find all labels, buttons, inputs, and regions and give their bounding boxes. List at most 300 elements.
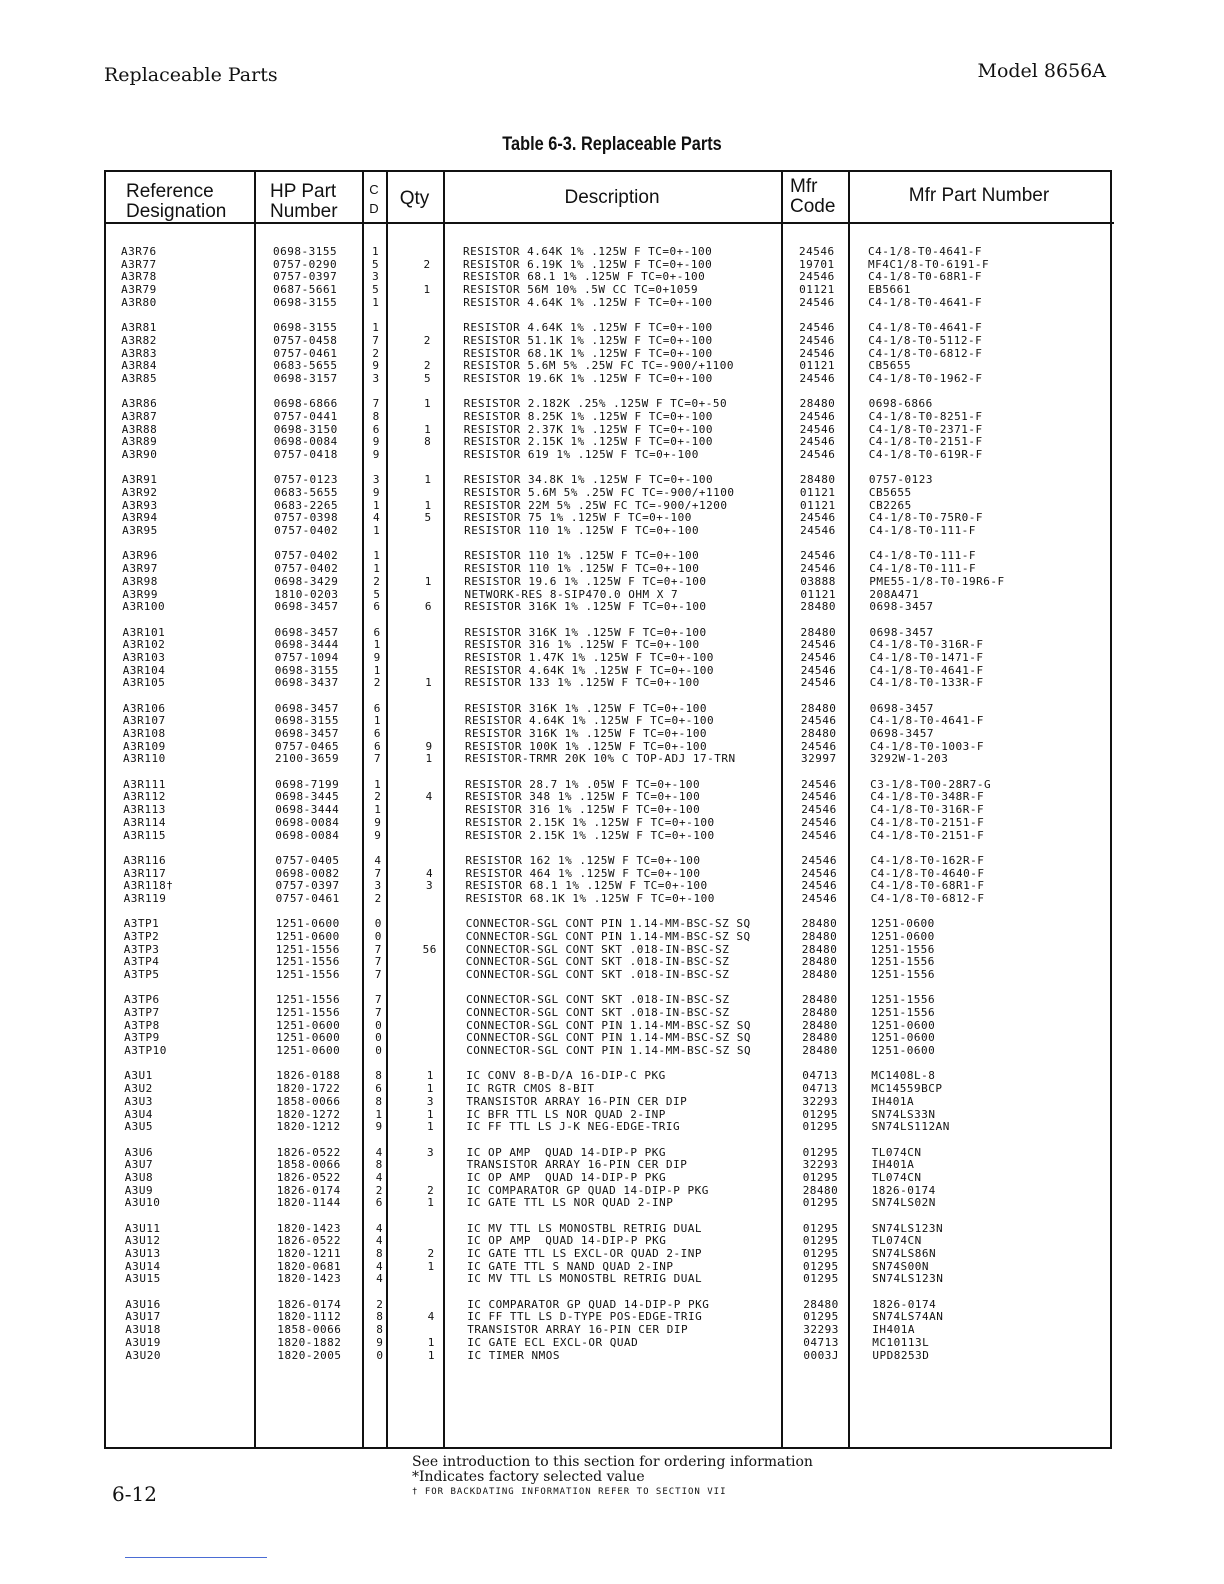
ref-cell: A3R117	[123, 866, 167, 880]
cd-cell: 9	[375, 1120, 383, 1134]
ref-cell: A3R112	[123, 790, 166, 804]
mfr-code-cell: 28480	[799, 397, 836, 411]
mfr-code-cell: 24546	[800, 549, 836, 563]
col-header-mfr-part: Mfr Part Number	[908, 185, 1050, 206]
hp-part-cell: 1820-1423	[277, 1272, 342, 1286]
cd-cell: 8	[375, 1094, 383, 1108]
description-cell: RESISTOR 28.7 1% .05W F TC=0+-100	[465, 777, 701, 791]
hp-part-cell: 0757-0461	[273, 346, 338, 360]
hp-part-cell: 1826-0174	[276, 1183, 341, 1197]
mfr-part-cell: 1251-1556	[871, 993, 936, 1007]
cd-cell: 5	[372, 257, 380, 271]
description-cell: RESISTOR 51.1K 1% .125W F TC=0+-100	[463, 333, 713, 347]
ref-cell: A3R103	[122, 650, 166, 664]
description-cell: RESISTOR 4.64K 1% .125W F TC=0+-100	[463, 245, 713, 258]
ref-cell: A3R82	[121, 333, 157, 347]
mfr-code-cell: 24546	[800, 714, 837, 728]
mfr-part-cell: 1251-1556	[870, 955, 935, 969]
cd-cell: 4	[375, 1234, 384, 1248]
mfr-part-cell: C4-1/8-T0-5112-F	[868, 333, 983, 347]
ref-cell: A3R99	[122, 587, 159, 601]
table-title: Table 6-3. Replaceable Parts	[502, 134, 722, 155]
description-cell: IC MV TTL LS MONOSTBL RETRIG DUAL	[467, 1272, 703, 1286]
description-cell: IC GATE TTL LS NOR QUAD 2-INP	[466, 1196, 674, 1210]
cd-cell: 1	[372, 295, 380, 309]
mfr-part-cell: C4-1/8-T0-1962-F	[868, 371, 983, 385]
qty-cell: 6	[424, 600, 432, 614]
mfr-part-cell: SN74LS123N	[871, 1221, 944, 1235]
description-cell: RESISTOR 2.182K .25% .125W F TC=0+-50	[463, 397, 728, 411]
ref-cell: A3R119	[123, 891, 167, 905]
cd-cell: 7	[375, 993, 383, 1007]
ref-cell: A3R92	[121, 486, 158, 499]
ref-cell: A3R113	[123, 803, 166, 817]
description-cell: CONNECTOR-SGL CONT SKT .018-IN-BSC-SZ	[465, 942, 730, 956]
cd-cell: 7	[374, 968, 383, 981]
mfr-part-cell: 0698-6866	[868, 397, 933, 411]
mfr-part-cell: C4-1/8-T0-348R-F	[870, 790, 985, 804]
description-cell: RESISTOR 4.64K 1% .125W F TC=0+-100	[464, 663, 714, 677]
hp-part-cell: 0698-0084	[275, 815, 340, 829]
description-cell: RESISTOR 316K 1% .125W F TC=0+-100	[464, 701, 707, 715]
cd-cell: 9	[372, 359, 380, 373]
ref-cell: A3TP3	[123, 942, 160, 956]
mfr-part-cell: 1251-1556	[870, 942, 935, 956]
section-title: Replaceable Parts	[104, 64, 278, 86]
mfr-part-cell: C4-1/8-T0-4641-F	[868, 245, 982, 258]
mfr-code-cell: 01295	[802, 1120, 839, 1134]
cd-cell: 0	[375, 1018, 383, 1032]
ref-cell: A3R118†	[123, 879, 174, 893]
table-border-left	[104, 170, 106, 1447]
ref-cell: A3R77	[121, 257, 157, 271]
mfr-code-cell: 01121	[799, 486, 836, 499]
mfr-code-cell: 24546	[801, 879, 838, 893]
qty-cell: 1	[427, 1335, 435, 1349]
cd-cell: 1	[373, 524, 381, 538]
cd-cell: 6	[375, 1196, 383, 1210]
cd-cell: 3	[372, 473, 381, 487]
cd-cell: 4	[376, 1259, 384, 1273]
mfr-part-cell: C4-1/8-T0-133R-F	[869, 676, 984, 690]
ref-cell: A3R100	[122, 600, 166, 614]
mfr-part-cell: C4-1/8-T0-6812-F	[870, 891, 985, 905]
mfr-part-cell: SN74LS123N	[872, 1272, 944, 1286]
description-cell: CONNECTOR-SGL CONT PIN 1.14-MM-BSC-SZ SQ	[465, 929, 751, 943]
description-cell: IC OP AMP QUAD 14-DIP-P PKG	[466, 1170, 667, 1184]
description-cell: RESISTOR 68.1 1% .125W F TC=0+-100	[465, 879, 708, 893]
ref-cell: A3R106	[122, 701, 166, 715]
column-divider	[781, 170, 783, 1447]
hp-part-cell: 0698-3457	[274, 600, 339, 614]
description-cell: RESISTOR 316K 1% .125W F TC=0+-100	[464, 600, 707, 614]
mfr-code-cell: 28480	[801, 942, 838, 956]
ref-cell: A3R93	[122, 498, 158, 512]
mfr-code-cell: 24546	[799, 321, 835, 335]
cd-cell: 1	[373, 638, 381, 652]
ref-cell: A3U4	[124, 1107, 153, 1121]
mfr-part-cell: 1826-0174	[871, 1183, 936, 1197]
ref-cell: A3R111	[123, 777, 166, 791]
hp-part-cell: 0683-2265	[274, 498, 339, 512]
ref-cell: A3R94	[122, 511, 158, 525]
hp-part-cell: 0757-0465	[275, 739, 340, 753]
cd-cell: 4	[375, 1170, 383, 1184]
mfr-code-cell: 03888	[800, 574, 836, 588]
ref-cell: A3TP2	[123, 929, 160, 943]
hp-part-cell: 2100-3659	[275, 752, 340, 766]
qty-cell: 1	[424, 574, 432, 588]
qty-cell: 4	[427, 1310, 435, 1324]
mfr-code-cell: 04713	[802, 1069, 838, 1083]
ref-cell: A3U16	[125, 1297, 161, 1311]
cd-cell: 6	[373, 701, 381, 715]
cd-cell: 7	[374, 942, 382, 956]
ref-cell: A3U17	[125, 1310, 161, 1324]
mfr-code-cell: 24546	[801, 853, 838, 867]
mfr-code-cell: 01295	[802, 1170, 839, 1184]
hp-part-cell: 0698-3444	[275, 803, 340, 817]
mfr-code-cell: 01295	[802, 1234, 839, 1248]
mfr-code-cell: 24546	[800, 663, 837, 677]
ref-cell: A3R109	[123, 739, 166, 753]
mfr-part-cell: C4-1/8-T0-111-F	[869, 549, 977, 563]
description-cell: RESISTOR 110 1% .125W F TC=0+-100	[464, 524, 700, 538]
mfr-part-cell: C4-1/8-T0-75R0-F	[869, 511, 983, 525]
description-cell: IC TIMER NMOS	[467, 1348, 560, 1362]
mfr-part-cell: C4-1/8-T0-1003-F	[870, 739, 984, 753]
hp-part-cell: 0698-3457	[274, 625, 339, 639]
cd-cell: 0	[375, 1044, 383, 1058]
model-label: Model 8656A	[977, 60, 1106, 82]
cd-cell: 1	[374, 803, 382, 817]
hp-part-cell: 0698-0084	[273, 435, 338, 449]
mfr-code-cell: 01295	[803, 1259, 839, 1273]
hp-part-cell: 0698-3155	[274, 714, 339, 728]
mfr-part-cell: C4-1/8-T0-162R-F	[870, 853, 985, 867]
mfr-part-cell: C4-1/8-T0-4641-F	[869, 714, 984, 728]
qty-cell: 1	[426, 1120, 435, 1134]
description-cell: RESISTOR 34.8K 1% .125W F TC=0+-100	[463, 473, 714, 487]
description-cell: RESISTOR 22M 5% .25W FC TC=-900/+1200	[464, 498, 728, 512]
mfr-code-cell: 28480	[799, 473, 836, 487]
hp-part-cell: 1826-0522	[276, 1170, 341, 1184]
mfr-part-cell: C4-1/8-T0-4640-F	[870, 866, 985, 880]
cd-cell: 7	[374, 955, 382, 969]
mfr-part-cell: TL074CN	[871, 1234, 922, 1248]
mfr-code-cell: 32997	[801, 752, 837, 766]
hp-part-cell: 0698-3155	[274, 663, 339, 677]
description-cell: RESISTOR 75 1% .125W F TC=0+-100	[464, 511, 692, 525]
mfr-code-cell: 01295	[802, 1107, 839, 1121]
hp-part-cell: 0757-0397	[273, 270, 338, 284]
cd-cell: 1	[373, 663, 381, 677]
description-cell: RESISTOR 2.15K 1% .125W F TC=0+-100	[465, 815, 715, 829]
cd-cell: 8	[375, 1069, 383, 1083]
mfr-code-cell: 32293	[802, 1094, 839, 1108]
description-cell: NETWORK-RES 8-SIP470.0 OHM X 7	[464, 587, 679, 601]
ref-cell: A3R85	[121, 371, 158, 385]
ref-cell: A3R83	[121, 346, 158, 360]
column-divider	[362, 170, 364, 1447]
mfr-code-cell: 24546	[801, 828, 837, 842]
hp-part-cell: 0687-5661	[273, 283, 338, 297]
hp-part-cell: 0757-1094	[274, 650, 339, 664]
hp-part-cell: 0698-3457	[274, 701, 339, 715]
description-cell: RESISTOR 2.37K 1% .125W F TC=0+-100	[463, 422, 713, 436]
mfr-code-cell: 28480	[801, 929, 838, 943]
description-cell: IC FF TTL LS D-TYPE POS-EDGE-TRIG	[467, 1310, 703, 1324]
hp-part-cell: 0698-3157	[273, 371, 338, 385]
description-cell: RESISTOR 8.25K 1% .125W F TC=0+-100	[463, 409, 713, 423]
description-cell: RESISTOR 2.15K 1% .125W F TC=0+-100	[465, 828, 715, 842]
mfr-part-cell: C4-1/8-T0-2151-F	[870, 815, 985, 829]
description-cell: RESISTOR 100K 1% .125W F TC=0+-100	[465, 739, 708, 753]
mfr-part-cell: C4-1/8-T0-4641-F	[869, 663, 984, 677]
description-cell: CONNECTOR-SGL CONT PIN 1.14-MM-BSC-SZ SQ	[466, 1031, 751, 1045]
qty-cell: 1	[427, 1196, 435, 1210]
cd-cell: 8	[372, 409, 380, 423]
hp-part-cell: 0698-3150	[273, 422, 338, 436]
mfr-code-cell: 28480	[800, 600, 837, 614]
mfr-code-cell: 01121	[800, 587, 837, 601]
mfr-part-cell: IH401A	[871, 1158, 915, 1172]
description-cell: IC GATE ECL EXCL-OR QUAD	[467, 1335, 639, 1349]
mfr-code-cell: 28480	[802, 1044, 838, 1058]
mfr-part-cell: SN74LS112AN	[871, 1120, 950, 1134]
mfr-code-cell: 24546	[799, 245, 835, 258]
mfr-part-cell: 3292W-1-203	[870, 752, 949, 766]
description-cell: RESISTOR 19.6 1% .125W F TC=0+-100	[464, 574, 707, 588]
cd-cell: 1	[373, 714, 382, 728]
mfr-code-cell: 01295	[802, 1145, 839, 1159]
mfr-code-cell: 28480	[801, 968, 838, 981]
hp-part-cell: 1251-1556	[275, 968, 340, 981]
hp-part-cell: 0698-3444	[274, 638, 339, 652]
ref-cell: A3TP7	[124, 1006, 160, 1019]
qty-cell: 3	[426, 1094, 434, 1108]
hp-part-cell: 1820-1423	[276, 1221, 341, 1235]
mfr-part-cell: 0698-3457	[869, 701, 934, 715]
hp-part-cell: 1858-0066	[276, 1094, 341, 1108]
qty-cell: 1	[426, 1069, 434, 1083]
mfr-code-cell: 24546	[799, 295, 835, 309]
mfr-part-cell: 0698-3457	[869, 600, 934, 614]
ref-cell: A3TP5	[123, 968, 160, 981]
mfr-code-cell: 24546	[801, 815, 837, 829]
hp-part-cell: 1251-1556	[276, 1006, 341, 1019]
cd-cell: 9	[372, 486, 381, 499]
description-cell: RESISTOR 6.19K 1% .125W F TC=0+-100	[463, 257, 713, 271]
mfr-code-cell: 01295	[803, 1247, 839, 1260]
ref-cell: A3R97	[122, 562, 158, 576]
hp-part-cell: 1251-0600	[275, 929, 340, 943]
ref-cell: A3U7	[124, 1158, 154, 1172]
mfr-part-cell: C4-1/8-T0-8251-F	[868, 409, 983, 423]
mfr-part-cell: C4-1/8-T0-316R-F	[870, 803, 985, 817]
description-cell: CONNECTOR-SGL CONT SKT .018-IN-BSC-SZ	[465, 968, 730, 981]
ref-cell: A3R105	[122, 676, 166, 690]
hp-part-cell: 1251-0600	[276, 1044, 341, 1058]
mfr-part-cell: C4-1/8-T0-619R-F	[868, 448, 983, 461]
mfr-code-cell: 01121	[800, 498, 836, 512]
description-cell: TRANSISTOR ARRAY 16-PIN CER DIP	[466, 1094, 688, 1108]
hp-part-cell: 0757-0290	[273, 257, 338, 271]
cd-cell: 2	[374, 790, 382, 804]
description-cell: RESISTOR 316 1% .125W F TC=0+-100	[464, 638, 700, 652]
cd-cell: 1	[373, 562, 381, 576]
description-cell: RESISTOR 162 1% .125W F TC=0+-100	[465, 853, 701, 867]
ref-cell: A3R80	[121, 295, 157, 309]
qty-cell: 1	[423, 283, 431, 297]
cd-cell: 8	[375, 1158, 383, 1172]
cd-cell: 6	[373, 600, 381, 614]
qty-cell: 1	[425, 752, 433, 766]
qty-cell: 1	[426, 1107, 434, 1121]
hp-part-cell: 1810-0203	[274, 587, 339, 601]
hp-part-cell: 0757-0402	[274, 524, 339, 538]
cd-cell: 8	[376, 1310, 384, 1324]
mfr-code-cell: 28480	[802, 993, 838, 1007]
hp-part-cell: 1826-0174	[277, 1297, 342, 1311]
mfr-part-cell: C3-1/8-T00-28R7-G	[870, 777, 992, 791]
cd-cell: 9	[372, 435, 380, 449]
description-cell: RESISTOR 464 1% .125W F TC=0+-100	[465, 866, 701, 880]
mfr-code-cell: 24546	[799, 333, 835, 347]
mfr-code-cell: 24546	[799, 448, 836, 461]
description-cell: CONNECTOR-SGL CONT PIN 1.14-MM-BSC-SZ SQ	[465, 917, 751, 931]
ref-cell: A3U6	[124, 1145, 154, 1159]
hp-part-cell: 0757-0398	[274, 511, 339, 525]
cd-cell: 6	[374, 739, 382, 753]
mfr-part-cell: 1251-0600	[871, 1044, 936, 1058]
ref-cell: A3R79	[121, 283, 157, 297]
qty-cell: 5	[423, 371, 432, 385]
mfr-part-cell: 1251-0600	[871, 1031, 936, 1045]
ref-cell: A3U18	[125, 1323, 161, 1337]
description-cell: IC COMPARATOR GP QUAD 14-DIP-P PKG	[467, 1297, 710, 1311]
hp-part-cell: 0683-5655	[273, 359, 338, 373]
qty-cell: 4	[425, 790, 433, 804]
cd-cell: 1	[372, 245, 380, 258]
qty-cell: 1	[424, 498, 432, 512]
hp-part-cell: 1826-0522	[276, 1145, 341, 1159]
ref-cell: A3R98	[122, 574, 158, 588]
cd-cell: 4	[375, 1145, 383, 1159]
ref-cell: A3TP6	[124, 993, 160, 1007]
hp-part-cell: 0757-0402	[274, 549, 339, 563]
description-cell: CONNECTOR-SGL CONT PIN 1.14-MM-BSC-SZ SQ	[466, 1044, 752, 1058]
description-cell: IC OP AMP QUAD 14-DIP-P PKG	[466, 1145, 667, 1159]
col-header-description: Description	[564, 187, 660, 208]
description-cell: IC GATE TTL LS EXCL-OR QUAD 2-INP	[467, 1247, 703, 1260]
qty-cell: 1	[427, 1348, 435, 1362]
description-cell: IC GATE TTL S NAND QUAD 2-INP	[467, 1259, 674, 1273]
column-divider	[386, 170, 388, 1447]
mfr-part-cell: 1251-0600	[871, 1018, 936, 1032]
description-cell: RESISTOR 4.64K 1% .125W F TC=0+-100	[463, 321, 713, 335]
hp-part-cell: 1820-1882	[277, 1335, 342, 1349]
cd-cell: 9	[373, 650, 381, 664]
hp-part-cell: 0698-3445	[275, 790, 340, 804]
mfr-part-cell: PME55-1/8-T0-19R6-F	[869, 574, 1005, 588]
column-divider	[848, 170, 850, 1447]
ref-cell: A3R116	[123, 853, 167, 867]
cd-cell: 9	[376, 1335, 384, 1349]
mfr-part-cell: 1251-1556	[871, 1006, 936, 1019]
cd-cell: 6	[373, 625, 381, 639]
ref-cell: A3TP8	[124, 1018, 160, 1032]
mfr-code-cell: 24546	[801, 891, 838, 905]
description-cell: RESISTOR 619 1% .125W F TC=0+-100	[463, 448, 699, 461]
description-cell: RESISTOR 348 1% .125W F TC=0+-100	[465, 790, 701, 804]
ref-cell: A3TP9	[124, 1031, 160, 1045]
cd-cell: 9	[374, 815, 382, 829]
ref-cell: A3R110	[123, 752, 166, 766]
hp-part-cell: 1858-0066	[277, 1323, 342, 1337]
ref-cell: A3U2	[124, 1082, 153, 1096]
mfr-code-cell: 04713	[802, 1082, 838, 1096]
mfr-part-cell: 1251-0600	[870, 929, 935, 943]
ref-cell: A3U12	[124, 1234, 161, 1248]
qty-cell: 2	[427, 1183, 435, 1197]
mfr-part-cell: MC14559BCP	[871, 1082, 943, 1096]
mfr-code-cell: 28480	[801, 917, 838, 931]
ref-cell: A3TP1	[123, 917, 160, 931]
mfr-code-cell: 24546	[799, 371, 836, 385]
page-number: 6-12	[112, 1482, 157, 1506]
cd-cell: 7	[374, 866, 382, 880]
description-cell: CONNECTOR-SGL CONT SKT .018-IN-BSC-SZ	[466, 993, 730, 1007]
hp-part-cell: 0698-3429	[274, 574, 339, 588]
ref-cell: A3TP10	[124, 1044, 167, 1058]
mfr-code-cell: 28480	[802, 1006, 838, 1019]
qty-cell: 2	[423, 359, 431, 373]
mfr-part-cell: TL074CN	[871, 1170, 922, 1184]
hp-part-cell: 0683-5655	[273, 486, 338, 499]
hp-part-cell: 1858-0066	[276, 1158, 341, 1172]
mfr-part-cell: MC1408L-8	[871, 1069, 936, 1083]
hp-part-cell: 0698-7199	[275, 777, 340, 791]
hp-part-cell: 0757-0123	[273, 473, 338, 487]
qty-cell: 1	[425, 676, 433, 690]
ref-cell: A3R107	[122, 714, 166, 728]
cd-cell: 3	[374, 879, 382, 893]
description-cell: RESISTOR 56M 10% .5W CC TC=0+1059	[463, 283, 699, 297]
mfr-part-cell: 1826-0174	[872, 1297, 937, 1311]
hp-part-cell: 1820-1144	[276, 1196, 341, 1210]
description-cell: IC FF TTL LS J-K NEG-EDGE-TRIG	[466, 1120, 681, 1134]
cd-cell: 6	[375, 1082, 383, 1096]
mfr-part-cell: CB5655	[868, 486, 912, 499]
description-cell: RESISTOR 5.6M 5% .25W FC TC=-900/+1100	[463, 486, 735, 499]
mfr-code-cell: 19701	[799, 257, 835, 271]
mfr-part-cell: C4-1/8-T0-111-F	[869, 562, 977, 576]
ref-cell: A3R81	[121, 321, 157, 335]
ref-cell: A3U11	[124, 1221, 161, 1235]
ref-cell: A3R101	[122, 625, 166, 639]
description-cell: CONNECTOR-SGL CONT PIN 1.14-MM-BSC-SZ SQ	[466, 1018, 751, 1032]
cd-cell: 2	[374, 891, 382, 905]
hp-part-cell: 0757-0397	[275, 879, 340, 893]
hp-part-cell: 1251-0600	[275, 917, 340, 931]
mfr-part-cell: MC10113L	[872, 1335, 930, 1349]
mfr-code-cell: 28480	[802, 1183, 839, 1197]
cd-cell: 0	[375, 1031, 383, 1045]
description-cell: RESISTOR 316 1% .125W F TC=0+-100	[465, 803, 701, 817]
ref-cell: A3U8	[124, 1170, 154, 1184]
hp-part-cell: 1820-0681	[277, 1259, 342, 1273]
